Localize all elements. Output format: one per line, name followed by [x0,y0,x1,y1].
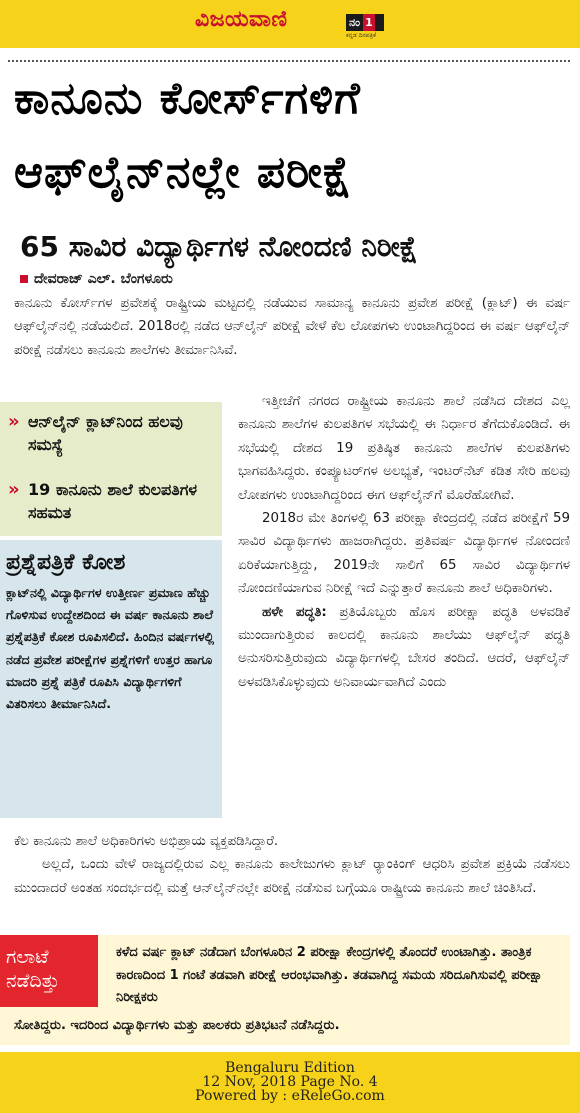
byline [20,271,173,287]
intro-paragraph: ಕಾನೂನು ಕೋರ್ಸ್‌ಗಳ ಪ್ರವೇಶಕ್ಕೆ ರಾಷ್ಟ್ರೀಯ ಮಟ್ಟದಲ್ಲಿ ನಡೆಯುವ ಸಾಮಾನ್ಯ ಕಾನೂನು ಪ್ರವೇಶ ಪರೀಕ್ಷೆ (ಕ್ಲಾಟ್) ಈ ವರ್ಷ ಆಫ್‌ಲೈನ್‌ನಲ್ಲಿ ನಡೆಯಲಿದೆ. 2018ರಲ್ಲಿ ನಡೆದ ಆನ್‌ಲೈನ್ ಪರೀಕ್ಷೆ ವೇಳೆ ಕೆಲ ಲೋಪಗಳು ಉಂಟಾಗಿದ್ದರಿಂದ ಈ ವರ್ಷ ಆಫ್‌ಲೈನ್ ಪರೀಕ್ಷೆ ನಡೆಸಲು ಕಾನೂನು ಶಾಲೆಗಳು ತೀರ್ಮಾನಿಸಿವೆ. [14,296,570,358]
footer-text: ಕಳೆದ ವರ್ಷ ಕ್ಲಾಟ್ ನಡೆದಾಗ ಬೆಂಗಳೂರಿನ 2 ಪರೀಕ್ಷಾ ಕೇಂದ್ರಗಳಲ್ಲಿ ತೊಂದರೆ ಉಂಟಾಗಿತ್ತು. ತಾಂತ್ರಿಕ ಕಾರಣದಿಂದ 1 ಗಂಟೆ ತಡವಾಗಿ ಪರೀಕ್ಷೆ ಆರಂಭವಾಗಿತ್ತು. ತಡವಾಗಿದ್ದ ಸಮಯ ಸರಿದೂಗಿಸುವಲ್ಲಿ ಪರೀಕ್ಷಾ ನಿರೀಕ್ಷಕರು [116,945,543,1005]
continuation-paragraph-1: ಕೆಲ ಕಾನೂನು ಶಾಲೆ ಅಧಿಕಾರಿಗಳು ಅಭಿಪ್ರಾಯ ವ್ಯಕ್ತಪಡಿಸಿದ್ದಾರೆ. [14,834,279,849]
brand-logo: ವಿಜಯವಾಣಿ [195,7,288,32]
sidebar-question-bank [0,540,222,818]
highlight-item [0,478,222,524]
footer-text-continued: ಸೋತಿದ್ದರು. ಇದರಿಂದ ವಿದ್ಯಾರ್ಥಿಗಳು ಮತ್ತು ಪಾಲಕರು ಪ್ರತಿಭಟನೆ ನಡೆಸಿದ್ದರು. [14,1018,340,1033]
continuation [14,830,570,900]
column-two-paragraph-2: 2018ರ ಮೇ ತಿಂಗಳಲ್ಲಿ 63 ಪರೀಕ್ಷಾ ಕೇಂದ್ರದಲ್ಲಿ ನಡೆದ ಪರೀಕ್ಷೆಗೆ 59 ಸಾವಿರ ವಿದ್ಯಾರ್ಥಿಗಳು ಹಾಜರಾಗಿದ್ದರು. ಪ್ರತಿವರ್ಷ ವಿದ್ಯಾರ್ಥಿಗಳ ನೋಂದಣಿ ಏರಿಕೆಯಾಗುತ್ತಿದ್ದು, 2019ನೇ ಸಾಲಿಗೆ 65 ಸಾವಿರ ವಿದ್ಯಾರ್ಥಿಗಳ ನೋಂದಣಿಯಾಗುವ ನಿರೀಕ್ಷೆ ಇದೆ ಎನ್ನುತ್ತಾರೆ ಕಾನೂನು ಶಾಲೆ ಅಧಿಕಾರಿಗಳು. [238,511,570,597]
divider-top [8,60,570,62]
square-bullet-icon [20,275,28,283]
badge-label: ನಂ [349,16,360,29]
masthead-tagline: ಕನ್ನಡ ದಿನಪತ್ರಿಕೆ [346,32,377,39]
chevron-right-icon: » [8,411,20,432]
edition-date-page: 12 Nov, 2018 Page No. 4 [202,1074,378,1090]
column-two [238,390,570,694]
headline-line-1: ಕಾನೂನು ಕೋರ್ಸ್‌ಗಳಿಗೆ [14,73,361,124]
edition-footer [0,1052,580,1113]
masthead [0,0,580,48]
footer-tag: ಗಲಾಟೆ ನಡೆದಿತ್ತು [0,935,98,1007]
subheadline: 65 ಸಾವಿರ ವಿದ್ಯಾರ್ಥಿಗಳ ನೋಂದಣಿ ನಿರೀಕ್ಷೆ [20,230,418,263]
badge-number: 1 [363,14,375,31]
number-one-badge [346,14,384,31]
highlight-label: ಆನ್‌ಲೈನ್ ಕ್ಲಾಟ್‌ನಿಂದ ಹಲವು ಸಮಸ್ಯೆ [28,412,183,454]
column-two-paragraph-3 [238,601,570,695]
column-two-paragraph-3-text: ಪ್ರತಿಯೊಬ್ಬರು ಹೊಸ ಪರೀಕ್ಷಾ ಪದ್ಧತಿ ಅಳವಡಿಕೆ ಮುಂದಾಗುತ್ತಿರುವ ಕಾಲದಲ್ಲಿ ಕಾನೂನು ಶಾಲೆಯು ಆಫ್‌ಲೈನ್ ಪದ್ಧತಿ ಅನುಸರಿಸುತ್ತಿರುವುದು ವಿದ್ಯಾರ್ಥಿಗಳಲ್ಲಿ ಬೇಸರ ತಂದಿದೆ. ಆದರೆ, ಆಫ್‌ಲೈನ್ ಅಳವಡಿಸಿಕೊಳ್ಳುವುದು ಅನಿವಾರ್ಯವಾಗಿದೆ ಎಂದು [238,604,570,690]
headline-line-2: ಆಫ್‌ಲೈನ್‌ನಲ್ಲೇ ಪರೀಕ್ಷೆ [14,147,353,198]
byline-text: ದೇವರಾಜ್ ಎಲ್. ಬೆಂಗಳೂರು [34,271,173,287]
edition-powered-by: Powered by : eReleGo.com [195,1088,385,1104]
chevron-right-icon: » [8,479,20,500]
highlight-item [0,410,222,456]
continuation-paragraph-2: ಅಲ್ಲದೆ, ಒಂದು ವೇಳೆ ರಾಜ್ಯದಲ್ಲಿರುವ ಎಲ್ಲ ಕಾನೂನು ಕಾಲೇಜುಗಳು ಕ್ಲಾಟ್ ರ್‍ಯಾಂಕಿಂಗ್ ಆಧರಿಸಿ ಪ್ರವೇಶ ಪ್ರಕ್ರಿಯೆ ನಡೆಸಲು ಮುಂದಾದರೆ ಅಂತಹ ಸಂದರ್ಭದಲ್ಲಿ ಮತ್ತೆ ಆನ್‌ಲೈನ್‌ನಲ್ಲೇ ಪರೀಕ್ಷೆ ನಡೆಸುವ ಬಗ್ಗೆಯೂ ರಾಷ್ಟ್ರೀಯ ಕಾನೂನು ಶಾಲೆ ಚಿಂತಿಸಿದೆ. [14,857,570,896]
subheading-old-method: ಹಳೇ ಪದ್ಧತಿ: [262,604,327,620]
edition-name: Bengaluru Edition [225,1060,355,1076]
highlight-label: 19 ಕಾನೂನು ಶಾಲೆ ಕುಲಪತಿಗಳ ಸಹಮತ [28,480,198,522]
column-two-paragraph-1: ಇತ್ತೀಚೆಗೆ ನಗರದ ರಾಷ್ಟ್ರೀಯ ಕಾನೂನು ಶಾಲೆ ನಡೆಸಿದ ದೇಶದ ಎಲ್ಲ ಕಾನೂನು ಶಾಲೆಗಳ ಕುಲಪತಿಗಳ ಸಭೆಯಲ್ಲಿ ಈ ನಿರ್ಧಾರ ತೆಗೆದುಕೊಂಡಿದೆ. ಈ ಸಭೆಯಲ್ಲಿ ದೇಶದ 19 ಪ್ರತಿಷ್ಠಿತ ಕಾನೂನು ಶಾಲೆಗಳ ಕುಲಪತಿಗಳು ಭಾಗವಹಿಸಿದ್ದರು. ಕಂಪ್ಯೂಟರ್‌ಗಳ ಅಲಭ್ಯತೆ, ಇಂಟರ್‌ನೆಟ್ ಕಡಿತ ಸೇರಿ ಹಲವು ಲೋಪಗಳು ಉಂಟಾಗಿದ್ದರಿಂದ ಈಗ ಆಫ್‌ಲೈನ್‌ಗೆ ಮೊರೆಹೋಗಿವೆ. [238,394,570,503]
sidebar-title: ಪ್ರಶ್ನೆಪತ್ರಿಕೆ ಕೋಶ [6,550,126,575]
sidebar-body: ಕ್ಲಾಟ್‌ನಲ್ಲಿ ವಿದ್ಯಾರ್ಥಿಗಳ ಉತ್ತೀರ್ಣ ಪ್ರಮಾಣ ಹೆಚ್ಚು ಗೊಳಿಸುವ ಉದ್ದೇಶದಿಂದ ಈ ವರ್ಷ ಕಾನೂನು ಶಾಲೆ ಪ್ರಶ್ನೆಪತ್ರಿಕೆ ಕೋಶ ರೂಪಿಸಲಿದೆ. ಹಿಂದಿನ ವರ್ಷಗಳಲ್ಲಿ ನಡೆದ ಪ್ರವೇಶ ಪರೀಕ್ಷೆಗಳ ಪ್ರಶ್ನೆಗಳಿಗೆ ಉತ್ತರ ಹಾಗೂ ಮಾದರಿ ಪ್ರಶ್ನೆ ಪತ್ರಿಕೆ ರೂಪಿಸಿ ವಿದ್ಯಾರ್ಥಿಗಳಿಗೆ ವಿತರಿಸಲು ತೀರ್ಮಾನಿಸಿದೆ. [6,585,215,712]
